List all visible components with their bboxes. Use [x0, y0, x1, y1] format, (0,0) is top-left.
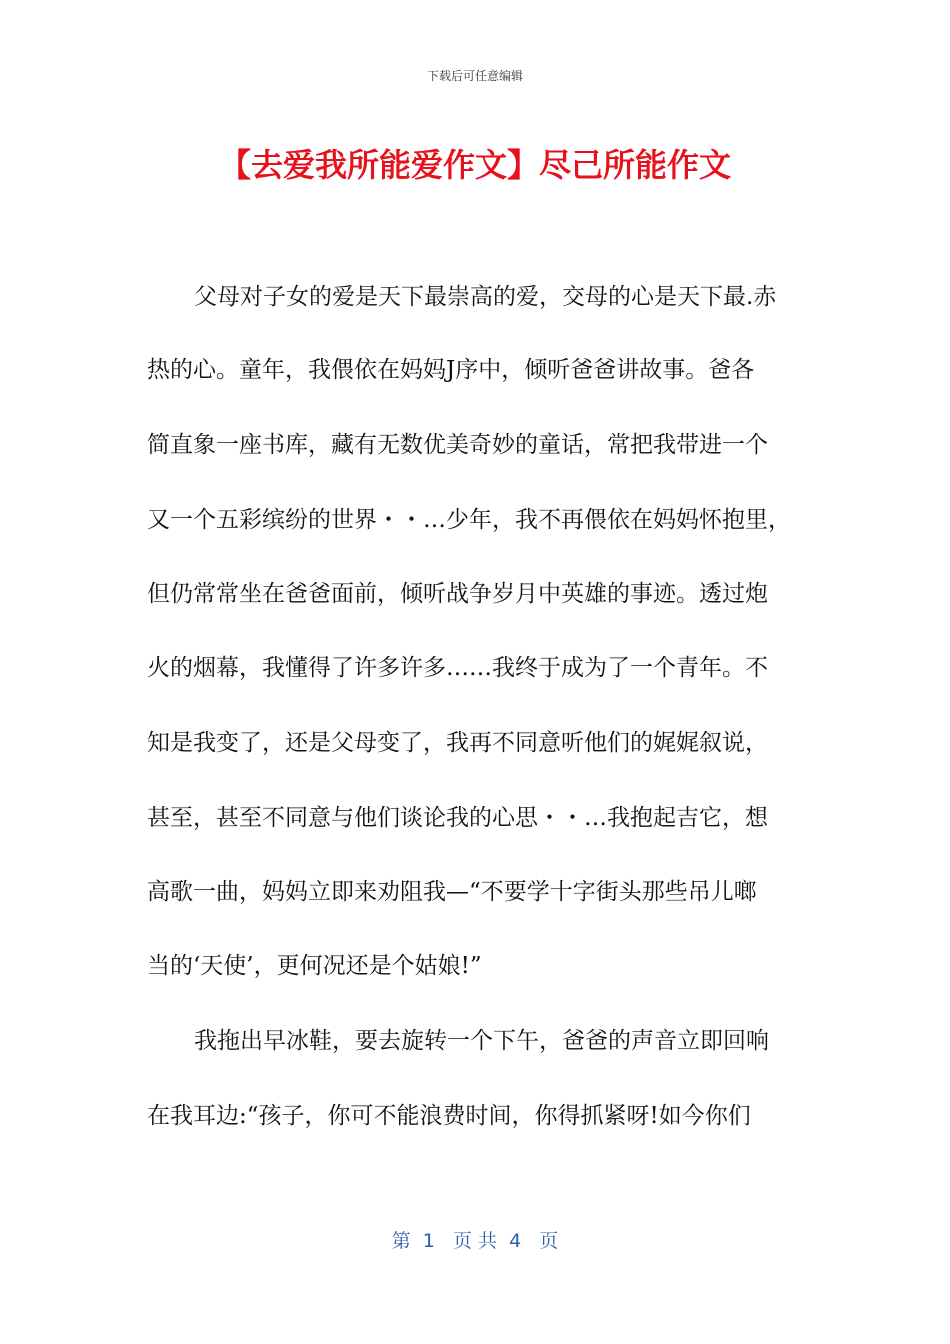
paragraph-line: 但仍常常坐在爸爸面前，倾听战争岁月中英雄的事迹。透过炮	[147, 581, 768, 607]
paragraph-line: 当的‘天使’，更何况还是个姑娘!”	[147, 953, 482, 979]
paragraph-line: 热的心。童年，我偎依在妈妈J序中，倾听爸爸讲故事。爸各	[147, 357, 755, 383]
paragraph-line: 高歌一曲，妈妈立即来劝阻我—“不要学十字街头那些吊儿啷	[147, 879, 757, 905]
header-note: 下载后可任意编辑	[426, 69, 523, 83]
paragraph-line: 我拖出早冰鞋，要去旋转一个下午，爸爸的声音立即回响	[194, 1028, 769, 1054]
paragraph-line: 在我耳边:“孩子，你可不能浪费时间，你得抓紧呀!如今你们	[147, 1103, 751, 1129]
page-number-footer: 第 1 页 共 4 页	[391, 1230, 559, 1252]
paragraph-line: 火的烟幕，我懂得了许多许多……我终于成为了一个青年。不	[147, 655, 768, 681]
paragraph-line: 又一个五彩缤纷的世界・・…少年，我不再偎依在妈妈怀抱里，	[147, 507, 791, 533]
paragraph-line: 简直象一座书库，藏有无数优美奇妙的童话，常把我带进一个	[147, 432, 768, 458]
document-title: 【去爱我所能爱作文】尽己所能作文	[218, 146, 731, 184]
paragraph-line: 甚至，甚至不同意与他们谈论我的心思・・…我抱起吉它，想	[147, 805, 768, 831]
paragraph-line: 知是我变了，还是父母变了，我再不同意听他们的娓娓叙说，	[147, 730, 768, 756]
paragraph-line: 父母对子女的爱是天下最崇高的爱，交母的心是天下最.赤	[194, 284, 777, 310]
